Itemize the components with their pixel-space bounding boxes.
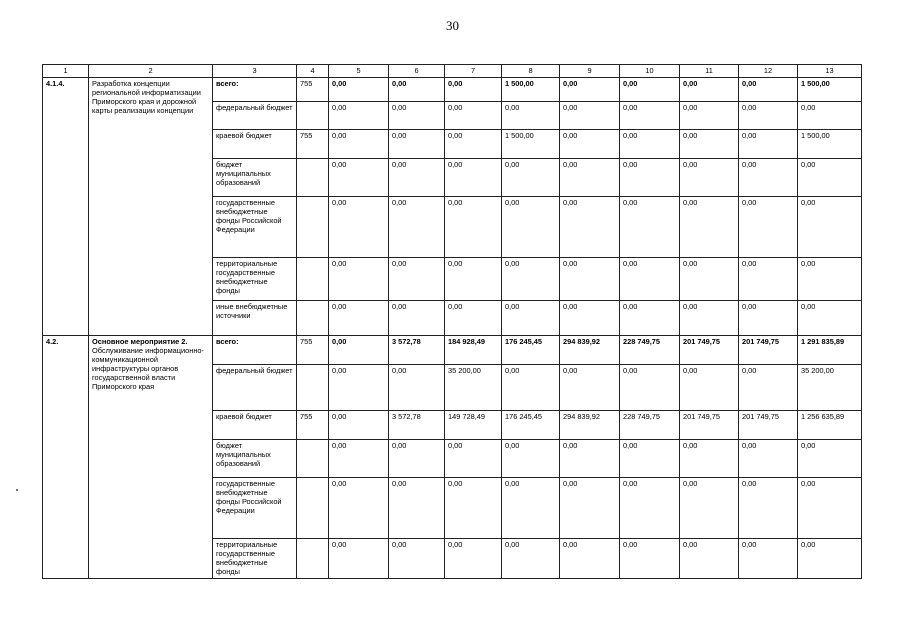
item-code: 4.1.4.: [43, 78, 89, 336]
amount-cell: 1 291 835,89: [798, 336, 862, 365]
grbs-code: [297, 301, 329, 336]
grbs-code: 755: [297, 411, 329, 440]
funding-source: бюджет муниципальных образований: [213, 440, 297, 478]
amount-cell: 0,00: [798, 197, 862, 258]
amount-cell: 0,00: [739, 197, 798, 258]
grbs-code: [297, 440, 329, 478]
amount-cell: 0,00: [560, 478, 620, 539]
amount-cell: 0,00: [620, 78, 680, 102]
amount-cell: 0,00: [680, 258, 739, 301]
amount-cell: 35 200,00: [798, 365, 862, 411]
amount-cell: 0,00: [445, 440, 502, 478]
amount-cell: 0,00: [680, 159, 739, 197]
amount-cell: 0,00: [329, 258, 389, 301]
funding-source: федеральный бюджет: [213, 102, 297, 130]
amount-cell: 0,00: [620, 539, 680, 579]
funding-source: краевой бюджет: [213, 130, 297, 159]
amount-cell: 0,00: [329, 102, 389, 130]
amount-cell: 0,00: [389, 478, 445, 539]
item-title-text: Разработка концепции региональной информатизации Приморского края и дорожной карты реализации концепции: [92, 79, 201, 115]
amount-cell: 0,00: [389, 130, 445, 159]
item-title-bold: Основное мероприятие 2.: [92, 337, 188, 346]
amount-cell: 0,00: [389, 102, 445, 130]
amount-cell: 0,00: [329, 539, 389, 579]
amount-cell: 0,00: [329, 411, 389, 440]
amount-cell: 0,00: [680, 478, 739, 539]
amount-cell: 0,00: [329, 159, 389, 197]
grbs-code: [297, 478, 329, 539]
item-code: 4.2.: [43, 336, 89, 579]
amount-cell: 3 572,78: [389, 411, 445, 440]
amount-cell: 0,00: [620, 365, 680, 411]
amount-cell: 0,00: [680, 102, 739, 130]
amount-cell: 0,00: [680, 365, 739, 411]
column-number-6: 6: [389, 65, 445, 78]
column-number-1: 1: [43, 65, 89, 78]
amount-cell: 0,00: [680, 301, 739, 336]
column-number-12: 12: [739, 65, 798, 78]
amount-cell: 0,00: [329, 78, 389, 102]
amount-cell: 0,00: [445, 301, 502, 336]
amount-cell: 0,00: [739, 365, 798, 411]
amount-cell: 0,00: [739, 159, 798, 197]
amount-cell: 0,00: [502, 197, 560, 258]
funding-source: иные внебюджетные источники: [213, 301, 297, 336]
grbs-code: [297, 258, 329, 301]
amount-cell: 0,00: [389, 258, 445, 301]
item-title: [89, 336, 213, 579]
amount-cell: 0,00: [329, 197, 389, 258]
amount-cell: 1 500,00: [502, 78, 560, 102]
amount-cell: 0,00: [560, 159, 620, 197]
amount-cell: 1 256 635,89: [798, 411, 862, 440]
table-body: [43, 65, 862, 579]
funding-source: территориальные государственные внебюджетные фонды: [213, 539, 297, 579]
amount-cell: 0,00: [798, 539, 862, 579]
grbs-code: 755: [297, 130, 329, 159]
grbs-code: [297, 102, 329, 130]
grbs-code: [297, 159, 329, 197]
amount-cell: 0,00: [560, 197, 620, 258]
column-number-4: 4: [297, 65, 329, 78]
column-number-9: 9: [560, 65, 620, 78]
scan-speck: [16, 489, 18, 491]
amount-cell: 0,00: [445, 78, 502, 102]
amount-cell: 0,00: [389, 159, 445, 197]
amount-cell: 1 500,00: [502, 130, 560, 159]
amount-cell: 0,00: [329, 478, 389, 539]
column-number-8: 8: [502, 65, 560, 78]
amount-cell: 0,00: [329, 130, 389, 159]
amount-cell: 201 749,75: [739, 411, 798, 440]
funding-source: территориальные государственные внебюджетные фонды: [213, 258, 297, 301]
amount-cell: 0,00: [502, 159, 560, 197]
amount-cell: 0,00: [620, 102, 680, 130]
column-number-2: 2: [89, 65, 213, 78]
column-number-header: [43, 65, 862, 78]
amount-cell: 0,00: [445, 197, 502, 258]
amount-cell: 0,00: [620, 130, 680, 159]
funding-source: государственные внебюджетные фонды Российской Федерации: [213, 478, 297, 539]
amount-cell: 176 245,45: [502, 411, 560, 440]
amount-cell: 176 245,45: [502, 336, 560, 365]
amount-cell: 201 749,75: [680, 336, 739, 365]
grbs-code: [297, 197, 329, 258]
amount-cell: 0,00: [798, 440, 862, 478]
amount-cell: 0,00: [560, 301, 620, 336]
amount-cell: 0,00: [389, 78, 445, 102]
amount-cell: 0,00: [445, 539, 502, 579]
column-number-13: 13: [798, 65, 862, 78]
amount-cell: 0,00: [560, 78, 620, 102]
amount-cell: 0,00: [739, 301, 798, 336]
amount-cell: 0,00: [389, 440, 445, 478]
amount-cell: 149 728,49: [445, 411, 502, 440]
amount-cell: 0,00: [620, 258, 680, 301]
funding-source: бюджет муниципальных образований: [213, 159, 297, 197]
amount-cell: 0,00: [739, 440, 798, 478]
amount-cell: 0,00: [680, 440, 739, 478]
column-number-10: 10: [620, 65, 680, 78]
amount-cell: 0,00: [502, 102, 560, 130]
amount-cell: 0,00: [739, 478, 798, 539]
amount-cell: 0,00: [389, 539, 445, 579]
amount-cell: 0,00: [329, 336, 389, 365]
amount-cell: 1 500,00: [798, 130, 862, 159]
column-number-7: 7: [445, 65, 502, 78]
amount-cell: 0,00: [560, 440, 620, 478]
amount-cell: 0,00: [739, 130, 798, 159]
amount-cell: 0,00: [502, 440, 560, 478]
item-title: [89, 78, 213, 336]
amount-cell: 0,00: [445, 478, 502, 539]
amount-cell: 0,00: [680, 130, 739, 159]
grbs-code: [297, 539, 329, 579]
amount-cell: 0,00: [502, 258, 560, 301]
funding-source: федеральный бюджет: [213, 365, 297, 411]
amount-cell: 0,00: [739, 78, 798, 102]
amount-cell: 0,00: [560, 365, 620, 411]
grbs-code: 755: [297, 336, 329, 365]
amount-cell: 0,00: [502, 539, 560, 579]
table-row: [43, 336, 862, 365]
amount-cell: 0,00: [389, 197, 445, 258]
amount-cell: 35 200,00: [445, 365, 502, 411]
amount-cell: 228 749,75: [620, 336, 680, 365]
item-title-text: Обслуживание информационно-коммуникационной инфраструктуры органов государственной власти Приморского края: [92, 346, 204, 391]
amount-cell: 0,00: [560, 130, 620, 159]
amount-cell: 0,00: [680, 197, 739, 258]
table-row: [43, 78, 862, 102]
funding-source: всего:: [213, 336, 297, 365]
column-number-3: 3: [213, 65, 297, 78]
amount-cell: 0,00: [739, 102, 798, 130]
amount-cell: 184 928,49: [445, 336, 502, 365]
amount-cell: 0,00: [329, 301, 389, 336]
column-number-11: 11: [680, 65, 739, 78]
amount-cell: 0,00: [329, 365, 389, 411]
funding-source: всего:: [213, 78, 297, 102]
amount-cell: 0,00: [560, 102, 620, 130]
amount-cell: 0,00: [329, 440, 389, 478]
amount-cell: 0,00: [389, 301, 445, 336]
page-number: 30: [446, 18, 459, 33]
amount-cell: 0,00: [502, 365, 560, 411]
amount-cell: 0,00: [445, 258, 502, 301]
grbs-code: [297, 365, 329, 411]
column-number-5: 5: [329, 65, 389, 78]
amount-cell: 0,00: [560, 539, 620, 579]
grbs-code: 755: [297, 78, 329, 102]
amount-cell: 1 500,00: [798, 78, 862, 102]
amount-cell: 294 839,92: [560, 411, 620, 440]
amount-cell: 0,00: [502, 301, 560, 336]
amount-cell: 201 749,75: [680, 411, 739, 440]
amount-cell: 294 839,92: [560, 336, 620, 365]
amount-cell: 0,00: [798, 159, 862, 197]
amount-cell: 0,00: [620, 440, 680, 478]
amount-cell: 0,00: [445, 102, 502, 130]
funding-source: краевой бюджет: [213, 411, 297, 440]
amount-cell: 0,00: [798, 478, 862, 539]
amount-cell: 0,00: [680, 78, 739, 102]
amount-cell: 0,00: [560, 258, 620, 301]
amount-cell: 0,00: [620, 159, 680, 197]
amount-cell: 0,00: [445, 159, 502, 197]
amount-cell: 0,00: [798, 102, 862, 130]
amount-cell: 0,00: [798, 301, 862, 336]
budget-table: [42, 64, 862, 579]
amount-cell: 0,00: [680, 539, 739, 579]
amount-cell: 0,00: [445, 130, 502, 159]
amount-cell: 228 749,75: [620, 411, 680, 440]
amount-cell: 0,00: [798, 258, 862, 301]
amount-cell: 0,00: [389, 365, 445, 411]
amount-cell: 3 572,78: [389, 336, 445, 365]
amount-cell: 0,00: [502, 478, 560, 539]
amount-cell: 201 749,75: [739, 336, 798, 365]
amount-cell: 0,00: [739, 539, 798, 579]
amount-cell: 0,00: [620, 478, 680, 539]
amount-cell: 0,00: [739, 258, 798, 301]
amount-cell: 0,00: [620, 197, 680, 258]
funding-source: государственные внебюджетные фонды Российской Федерации: [213, 197, 297, 258]
amount-cell: 0,00: [620, 301, 680, 336]
